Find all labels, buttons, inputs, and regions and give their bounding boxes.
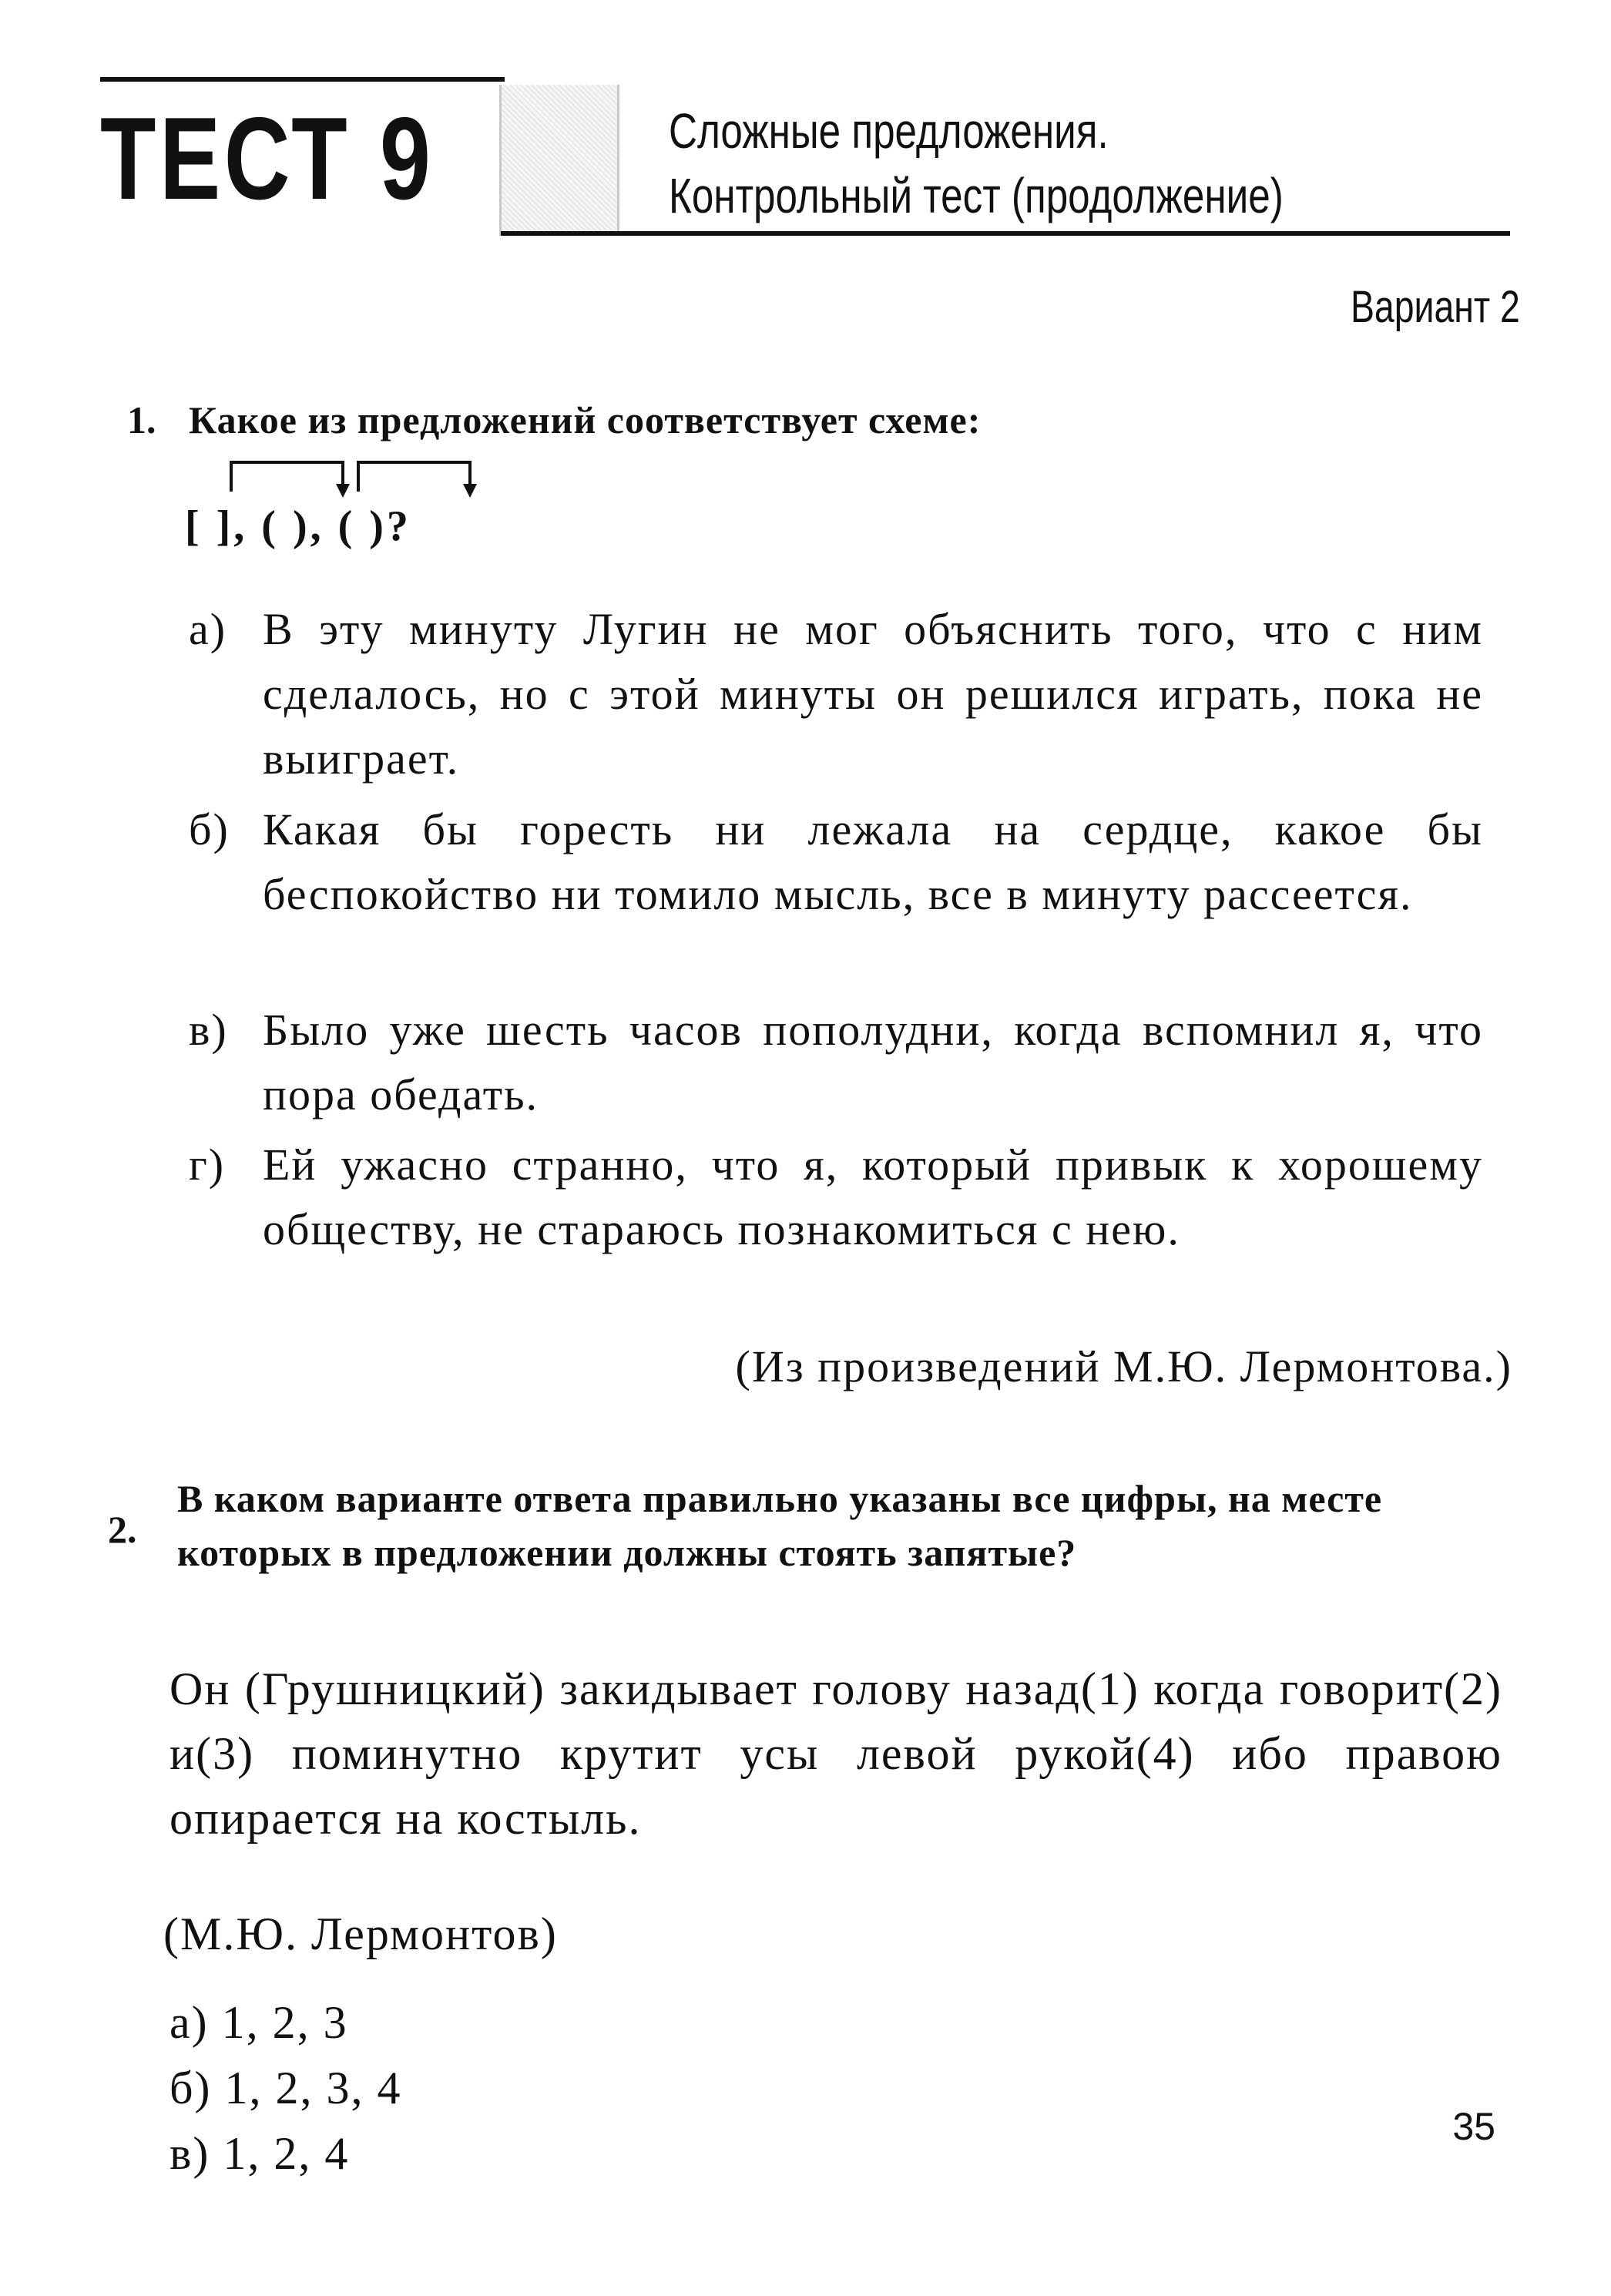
question1-number: 1. xyxy=(127,398,156,441)
option-text: В эту минуту Лугин не мог объяснить того, что с ним сделалось, но с этой минуты он решился играть, пока не выиграет. xyxy=(263,604,1483,784)
answer-letter: б) xyxy=(169,2063,212,2113)
variant-label: Вариант 2 xyxy=(1351,282,1520,332)
question2-author: (М.Ю. Лермонтов) xyxy=(163,1908,558,1959)
question1-prompt: Какое из предложений соответствует схеме: xyxy=(189,398,982,441)
question1-option-g xyxy=(189,1133,1483,1262)
sentence-scheme: [ ], ( ), ( )? xyxy=(185,502,411,550)
answer-value: 1, 2, 3, 4 xyxy=(224,2063,402,2113)
option-letter: г) xyxy=(189,1140,226,1190)
scheme-arrows xyxy=(223,455,501,509)
option-letter: б) xyxy=(189,804,230,854)
question2-number: 2. xyxy=(108,1508,137,1551)
answer-letter: а) xyxy=(169,1997,209,2048)
option-text: Ей ужасно странно, что я, который привык к хорошему обществу, не стараюсь познакомиться с нею. xyxy=(263,1140,1483,1254)
question2-prompt: В каком варианте ответа правильно указаны все цифры, на месте которых в предложении должны стоять запятые? xyxy=(177,1477,1383,1574)
answer-value: 1, 2, 3 xyxy=(221,1997,348,2048)
answer-value: 1, 2, 4 xyxy=(223,2128,350,2179)
question1-option-v xyxy=(189,998,1483,1127)
question2-sentence: Он (Грушницкий) закидывает голову назад(1) когда говорит(2) и(3) поминутно крутит усы левой рукой(4) ибо правою опирается на костыль. xyxy=(169,1663,1502,1844)
topic-title-line1: Сложные предложения. xyxy=(669,103,1109,159)
header-rule-right xyxy=(501,231,1510,236)
test-title: ТЕСТ 9 xyxy=(100,93,435,224)
header-rule-left xyxy=(100,77,505,82)
answer-letter: в) xyxy=(169,2128,210,2179)
question1-option-a xyxy=(189,597,1483,791)
question2-answer-a xyxy=(169,1999,348,2046)
question2-answer-v xyxy=(169,2130,349,2177)
option-letter: а) xyxy=(189,604,227,654)
page-number: 35 xyxy=(1452,2105,1495,2148)
option-text: Какая бы горесть ни лежала на сердце, какое бы беспокойство ни томило мысль, все в минуту рассеется. xyxy=(263,804,1483,919)
option-text: Было уже шесть часов пополудни, когда вспомнил я, что пора обедать. xyxy=(263,1005,1483,1119)
topic-title-line2: Контрольный тест (продолжение) xyxy=(669,168,1284,223)
question1-source: (Из произведений М.Ю. Лермонтова.) xyxy=(735,1341,1512,1391)
header-decorative-box xyxy=(499,85,619,236)
question1-option-b xyxy=(189,797,1483,927)
question2-answer-b xyxy=(169,2065,402,2111)
option-letter: в) xyxy=(189,1005,228,1055)
